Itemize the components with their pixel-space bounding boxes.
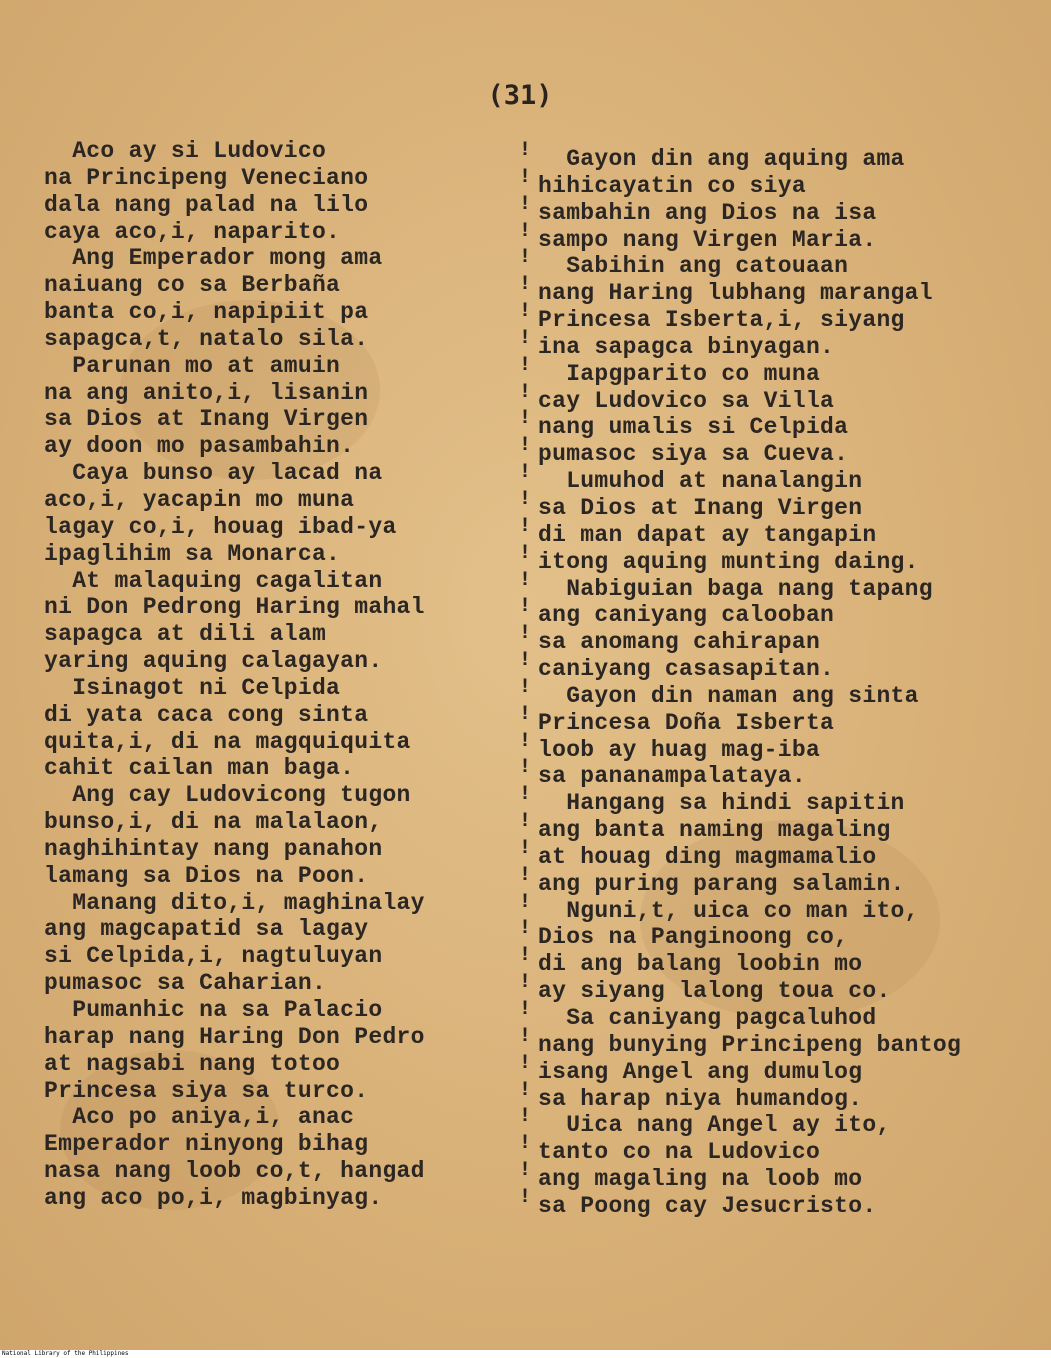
poem-line: lagay co,i, houag ibad-ya (44, 513, 397, 540)
poem-line: ay siyang lalong toua co. (538, 978, 891, 1005)
separator-mark: ! (519, 1024, 532, 1048)
separator-mark: ! (519, 192, 532, 216)
poem-line: ang puring parang salamin. (538, 870, 905, 897)
separator-mark: ! (519, 783, 532, 807)
poem-line: di ang balang loobin mo (538, 951, 863, 978)
separator-mark: ! (519, 729, 532, 753)
poem-line: bunso,i, di na malalaon, (44, 809, 383, 836)
poem-line: Parunan mo at amuin (44, 352, 341, 379)
poem-line: si Celpida,i, nagtuluyan (44, 943, 383, 970)
separator-mark: ! (519, 595, 532, 619)
separator-mark: ! (519, 1185, 532, 1209)
separator-mark: ! (519, 622, 532, 646)
poem-line: sa harap niya humandog. (538, 1085, 863, 1112)
poem-line: ang magaling na loob mo (538, 1166, 863, 1193)
poem-line: sa Dios at Inang Virgen (44, 406, 369, 433)
right-poem-column (538, 146, 1038, 1220)
separator-mark: ! (519, 541, 532, 565)
poem-line: sampo nang Virgen Maria. (538, 226, 877, 253)
poem-line: Emperador ninyong bihag (44, 1131, 369, 1158)
column-separator (519, 138, 535, 1212)
poem-line: Pumanhic na sa Palacio (44, 997, 383, 1023)
poem-line: Lumuhod at nanalangin (538, 468, 863, 495)
separator-mark: ! (519, 702, 532, 726)
poem-line: isang Angel ang dumulog (538, 1058, 863, 1085)
separator-mark: ! (519, 165, 532, 189)
separator-mark: ! (519, 649, 532, 673)
separator-mark: ! (519, 326, 532, 350)
poem-line: harap nang Haring Don Pedro (44, 1023, 425, 1050)
poem-line: tanto co na Ludovico (538, 1139, 821, 1166)
poem-line: Sa caniyang pagcaluhod (538, 1005, 877, 1031)
separator-mark: ! (519, 139, 532, 162)
poem-line: Princesa siya sa turco. (44, 1077, 369, 1104)
poem-line: ipaglihim sa Monarca. (44, 540, 341, 567)
poem-line: nang bunying Principeng bantog (538, 1031, 962, 1058)
separator-mark: ! (519, 998, 532, 1021)
poem-line: ni Don Pedrong Haring mahal (44, 594, 425, 621)
poem-line: banta co,i, napipiit pa (44, 299, 369, 326)
poem-line: pumasoc sa Caharian. (44, 970, 327, 997)
separator-mark: ! (519, 1051, 532, 1075)
separator-mark: ! (519, 675, 532, 699)
poem-line: Gayon din naman ang sinta (538, 682, 919, 709)
poem-line: hihicayatin co siya (538, 172, 806, 199)
poem-line: Isinagot ni Celpida (44, 674, 341, 701)
separator-mark: ! (519, 971, 532, 995)
poem-line: di yata caca cong sinta (44, 701, 369, 728)
separator-mark: ! (519, 1078, 532, 1102)
poem-line: cay Ludovico sa Villa (538, 387, 835, 414)
poem-line: Gayon din ang aquing ama (538, 146, 905, 172)
separator-mark: ! (519, 1105, 532, 1129)
separator-mark: ! (519, 273, 532, 297)
poem-line: ang aco po,i, magbinyag. (44, 1184, 383, 1211)
separator-mark: ! (519, 810, 532, 834)
poem-line: yaring aquing calagayan. (44, 648, 383, 675)
page-number: (31) (487, 80, 553, 111)
poem-line: Dios na Panginoong co, (538, 924, 849, 951)
poem-line: Princesa Isberta,i, siyang (538, 307, 905, 334)
poem-line: ina sapagca binyagan. (538, 333, 835, 360)
poem-line: ang caniyang calooban (538, 602, 835, 629)
poem-line: at houag ding magmamalio (538, 843, 877, 870)
poem-line: sa pananampalataya. (538, 763, 806, 790)
poem-line: Iapgparito co muna (538, 360, 821, 387)
poem-line: Aco ay si Ludovico (44, 138, 327, 164)
separator-mark: ! (519, 836, 532, 860)
poem-line: Princesa Doña Isberta (538, 709, 835, 736)
separator-mark: ! (519, 944, 532, 968)
separator-mark: ! (519, 461, 532, 485)
poem-line: di man dapat ay tangapin (538, 521, 877, 548)
poem-line: nasa nang loob co,t, hangad (44, 1158, 425, 1185)
poem-line: Ang Emperador mong ama (44, 245, 383, 272)
separator-mark: ! (519, 487, 532, 511)
poem-line: nang Haring lubhang marangal (538, 280, 933, 307)
separator-mark: ! (519, 246, 532, 270)
poem-line: dala nang palad na lilo (44, 191, 369, 218)
separator-mark: ! (519, 514, 532, 538)
poem-line: Ang cay Ludovicong tugon (44, 782, 411, 809)
separator-mark: ! (519, 353, 532, 377)
separator-mark: ! (519, 434, 532, 458)
separator-mark: ! (519, 1159, 532, 1183)
poem-line: lamang sa Dios na Poon. (44, 862, 369, 889)
poem-line: na ang anito,i, lisanin (44, 379, 369, 406)
separator-mark: ! (519, 917, 532, 941)
poem-line: na Principeng Veneciano (44, 164, 369, 191)
poem-line: Manang dito,i, maghinalay (44, 889, 425, 916)
poem-line: at nagsabi nang totoo (44, 1050, 341, 1077)
poem-line: Nguni,t, uica co man ito, (538, 897, 919, 924)
poem-line: caniyang casasapitan. (538, 656, 835, 683)
separator-mark: ! (519, 756, 532, 780)
poem-line: Caya bunso ay lacad na (44, 460, 383, 487)
poem-line: sa anomang cahirapan (538, 629, 821, 656)
poem-line: sapagca,t, natalo sila. (44, 325, 369, 352)
poem-line: Aco po aniya,i, anac (44, 1104, 355, 1131)
poem-line: sa Poong cay Jesucristo. (538, 1192, 877, 1219)
poem-line: cahit cailan man baga. (44, 755, 355, 782)
left-poem-column (44, 138, 494, 1212)
separator-mark: ! (519, 890, 532, 914)
poem-line: quita,i, di na magquiquita (44, 728, 411, 755)
poem-line: itong aquing munting daing. (538, 548, 919, 575)
poem-line: nang umalis si Celpida (538, 414, 849, 441)
separator-mark: ! (519, 863, 532, 887)
footer-credit (0, 1350, 1051, 1358)
separator-mark: ! (519, 380, 532, 404)
poem-line: pumasoc siya sa Cueva. (538, 441, 849, 468)
poem-line: Sabihin ang catouaan (538, 253, 849, 280)
poem-line: naghihintay nang panahon (44, 835, 383, 862)
poem-line: Uica nang Angel ay ito, (538, 1112, 891, 1139)
poem-line: sambahin ang Dios na isa (538, 199, 877, 226)
footer-text: National Library of the Philippines (2, 1350, 129, 1357)
separator-mark: ! (519, 568, 532, 592)
poem-line: ang banta naming magaling (538, 817, 891, 844)
separator-mark: ! (519, 1132, 532, 1156)
poem-line: sapagca at dili alam (44, 621, 327, 648)
separator-mark: ! (519, 219, 532, 243)
poem-line: aco,i, yacapin mo muna (44, 486, 355, 513)
poem-line: sa Dios at Inang Virgen (538, 494, 863, 521)
poem-line: caya aco,i, naparito. (44, 218, 341, 245)
poem-line: loob ay huag mag-iba (538, 736, 821, 763)
poem-line: Nabiguian baga nang tapang (538, 575, 933, 602)
poem-line: ang magcapatid sa lagay (44, 916, 369, 943)
poem-line: Hangang sa hindi sapitin (538, 790, 905, 817)
poem-line: naiuang co sa Berbaña (44, 272, 341, 299)
poem-line: ay doon mo pasambahin. (44, 433, 355, 460)
separator-mark: ! (519, 300, 532, 324)
separator-mark: ! (519, 407, 532, 431)
poem-line: At malaquing cagalitan (44, 567, 383, 594)
